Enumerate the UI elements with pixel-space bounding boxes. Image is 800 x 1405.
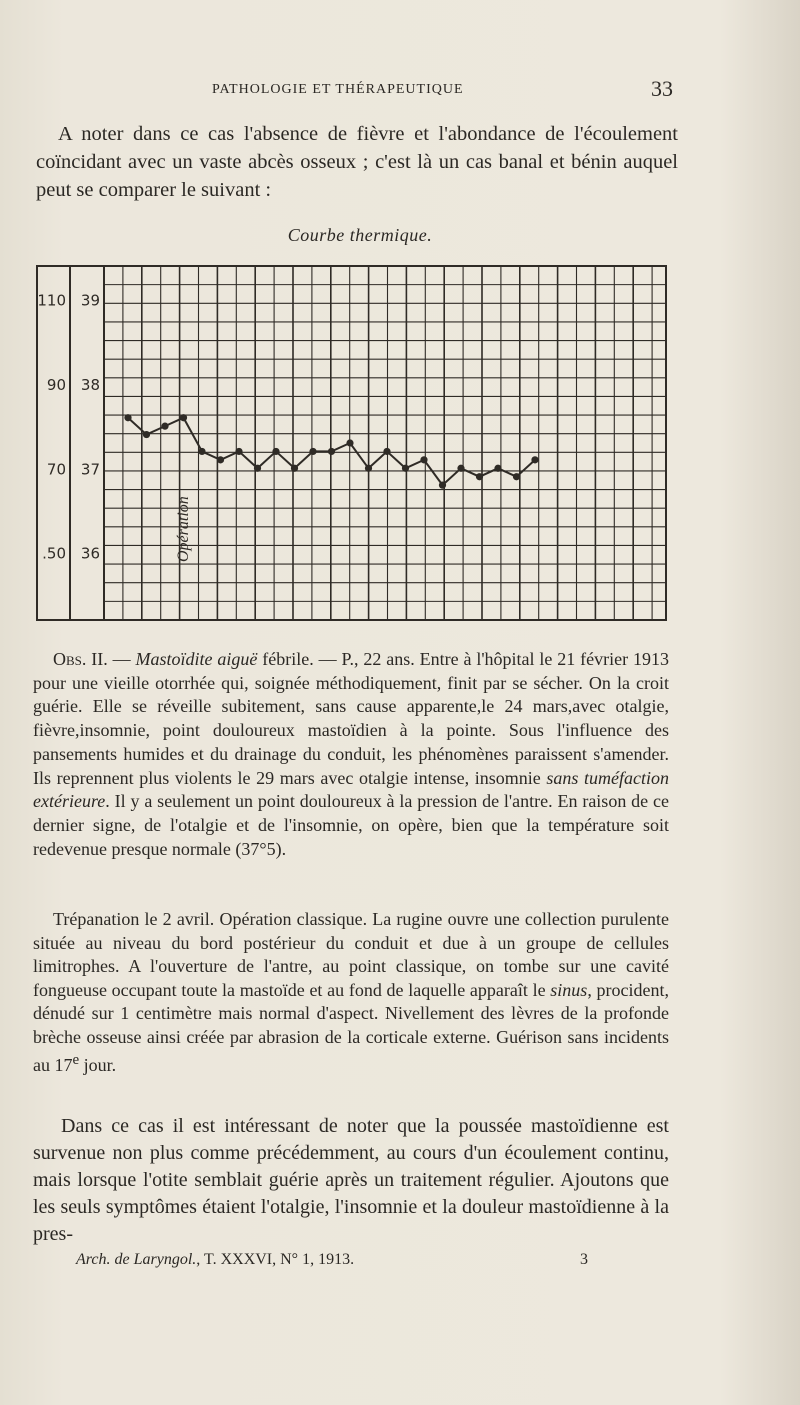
page-footer [0, 1251, 800, 1273]
pulse-tick-label: 90 [46, 376, 66, 394]
temp-tick-label: 37 [80, 460, 100, 479]
observation-paragraph [33, 648, 669, 861]
temperature-point [531, 456, 538, 463]
operation-annotation: Opération [175, 496, 192, 562]
temperature-point [254, 465, 261, 472]
obs-diagnosis: Mastoïdite aiguë [135, 649, 258, 669]
p2-text-end: jour. [79, 1055, 117, 1075]
journal-details: , T. XXXVI, N° 1, 1913. [196, 1251, 355, 1268]
temperature-chart [36, 262, 668, 622]
temperature-point [494, 465, 501, 472]
temperature-chart-svg [36, 262, 668, 622]
temperature-point [217, 456, 224, 463]
temperature-point [457, 465, 464, 472]
temp-tick-label: 36 [80, 544, 100, 563]
temp-tick-label: 39 [80, 291, 100, 310]
temperature-point [235, 448, 242, 455]
temperature-point [124, 414, 131, 421]
intro-paragraph: A noter dans ce cas l'absence de fièvre et l'abondance de l'écoulement coïncidant avec un vaste abcès osseux ; c'est là un cas banal et bénin auquel peut se comparer le suivant : [36, 123, 678, 201]
obs-text-end: . Il y a seulement un point douloureux à la pression de l'antre. En raison de ce dernier signe, de l'otalgie et de l'insomnie, on opère, bien que la température soit redevenue presque normale (37°5). [33, 791, 669, 859]
signature-mark: 3 [580, 1251, 588, 1268]
journal-name: Arch. de Laryngol. [76, 1251, 197, 1268]
obs-text: fébrile. — P., 22 ans. Entre à l'hôpital le 21 février 1913 pour une vieille otorrhée qui, soignée méthodiquement, finit par se sécher. On la croit guérie. Elle se réveille subitement, sans cause apparente,le 24 mars,avec otalgie, fièvre,insomnie, point douloureux mastoïdien à la pointe. Sous l'influence des pansements humides et du drainage du conduit, les phénomènes paraissent s'amender. Ils reprennent plus violents le 29 mars avec otalgie intense, insomnie [33, 649, 669, 788]
page-number: 33 [651, 76, 673, 101]
discussion-paragraph: Dans ce cas il est intéressant de noter que la poussée mastoïdienne est survenue non plus comme précédemment, au cours d'un écoulement continu, mais lorsque l'otite semblait guérie après un traitement régulier. Ajoutons que les seuls symptômes étaient l'otalgie, l'insomnie et la douleur mastoïdienne à la pres- [33, 1115, 669, 1245]
pulse-tick-label: 70 [46, 460, 66, 479]
running-title: PATHOLOGIE ET THÉRAPEUTIQUE [212, 82, 464, 97]
obs-italic-phrase: sans tuméfaction extérieure [33, 767, 670, 812]
temperature-point [513, 473, 520, 480]
page-header [0, 76, 800, 104]
journal-citation [76, 1251, 354, 1269]
p2-text-after: , procident, dénudé sur 1 centimètre mais normal d'aspect. Nivellement des lèvres de la profonde brèche osseuse ainsi créée par abrasion de la corticale externe. Guérison sans incidents au 17 [33, 979, 669, 1075]
temperature-point [402, 465, 409, 472]
temperature-point [365, 465, 372, 472]
temperature-point [291, 465, 298, 472]
p2-text: Trépanation le 2 avril. Opération classique. La rugine ouvre une collection purulente située au niveau du bord postérieur du conduit et due à un groupe de cellules limitrophes. A l'ouverture de l'antre, au point classique, on tombe sur une cavité fongueuse occupant toute la mastoïde et au fond de laquelle apparaît le [33, 909, 669, 1000]
obs-label: Obs. II. [53, 649, 108, 669]
pulse-tick-label: .50 [42, 544, 66, 563]
temperature-point [198, 448, 205, 455]
temp-tick-label: 38 [80, 376, 100, 394]
operation-paragraph [33, 908, 669, 1078]
temperature-point [272, 448, 279, 455]
temperature-point [476, 473, 483, 480]
chart-title: Courbe thermique. [287, 225, 433, 245]
p2-italic: sinus [550, 979, 588, 1000]
temperature-point [161, 423, 168, 430]
temperature-point [180, 414, 187, 421]
temperature-point [439, 482, 446, 489]
p2-superscript: e [72, 1052, 80, 1068]
pulse-tick-label: 110 [37, 291, 66, 310]
temperature-point [420, 456, 427, 463]
temperature-point [346, 439, 353, 446]
obs-dash: — [107, 649, 136, 669]
temperature-point [309, 448, 316, 455]
temperature-point [328, 448, 335, 455]
temperature-point [143, 431, 150, 438]
temperature-point [383, 448, 390, 455]
